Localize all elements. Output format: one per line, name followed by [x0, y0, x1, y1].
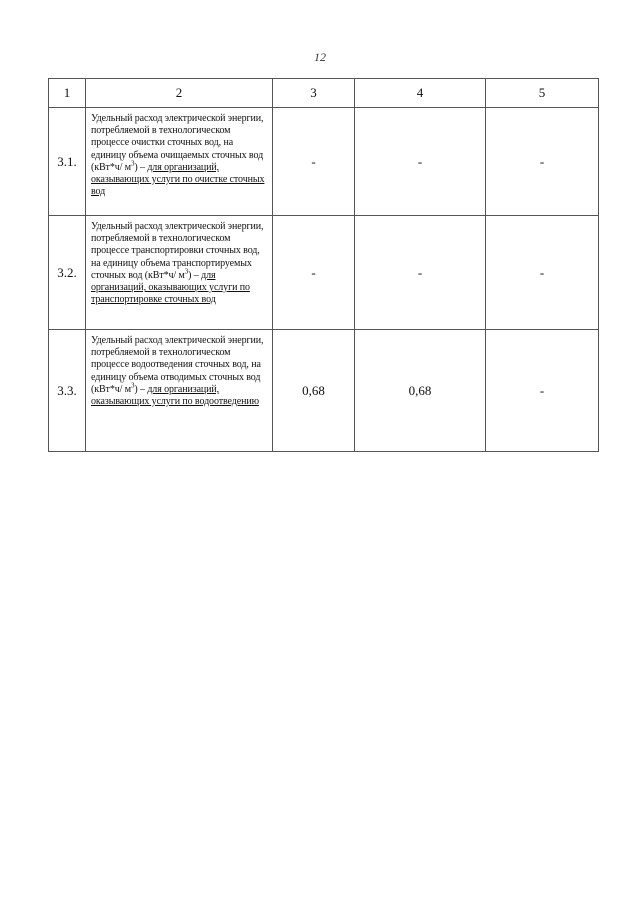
description-underlined: для организаций, оказывающих услуги по очистке сточных вод	[91, 161, 265, 198]
description-text: Удельный расход электрической энергии, потребляемой в технологическом процессе очистки сточных вод, на единицу объема очищаемых сточных вод (кВт*ч/ м	[91, 113, 264, 173]
indicators-table	[48, 78, 599, 452]
row-number: 3.2.	[49, 216, 86, 330]
header-col-1: 1	[49, 79, 86, 108]
header-col-4: 4	[355, 79, 486, 108]
description-text: Удельный расход электрической энергии, потребляемой в технологическом процессе транспортировки сточных вод, на единицу объема транспортируемых сточных вод (кВт*ч/ м	[91, 221, 264, 281]
value-col-4: -	[355, 108, 486, 216]
description-underlined: для организаций, оказывающих услуги по водоотведению	[91, 383, 259, 408]
unit-superscript: 3	[184, 267, 189, 276]
description-dash: –	[191, 269, 202, 281]
description-close: )	[134, 383, 138, 395]
table-header-row	[49, 79, 599, 108]
description-dash: –	[137, 383, 148, 395]
row-number: 3.1.	[49, 108, 86, 216]
value-col-5: -	[486, 330, 599, 452]
indicator-description	[86, 216, 273, 330]
indicator-description	[86, 108, 273, 216]
value-col-5: -	[486, 216, 599, 330]
value-col-4: -	[355, 216, 486, 330]
description-underlined: для организаций, оказывающих услуги по транспортировке сточных вод	[91, 269, 250, 306]
description-close: )	[134, 161, 138, 173]
description-close: )	[188, 269, 192, 281]
unit-superscript: 3	[130, 381, 135, 390]
indicator-description	[86, 330, 273, 452]
value-col-3: -	[273, 108, 355, 216]
value-col-5: -	[486, 108, 599, 216]
description-text: Удельный расход электрической энергии, потребляемой в технологическом процессе водоотведения сточных вод, на единицу объема отводимых сточных вод (кВт*ч/ м	[91, 335, 264, 395]
value-col-3: -	[273, 216, 355, 330]
header-col-3: 3	[273, 79, 355, 108]
unit-superscript: 3	[130, 159, 135, 168]
value-col-3: 0,68	[273, 330, 355, 452]
table-row	[49, 216, 599, 330]
row-number: 3.3.	[49, 330, 86, 452]
value-col-4: 0,68	[355, 330, 486, 452]
table-row	[49, 330, 599, 452]
page-number: 12	[314, 50, 326, 64]
table-row	[49, 108, 599, 216]
header-col-5: 5	[486, 79, 599, 108]
description-dash: –	[137, 161, 148, 173]
header-col-2: 2	[86, 79, 273, 108]
